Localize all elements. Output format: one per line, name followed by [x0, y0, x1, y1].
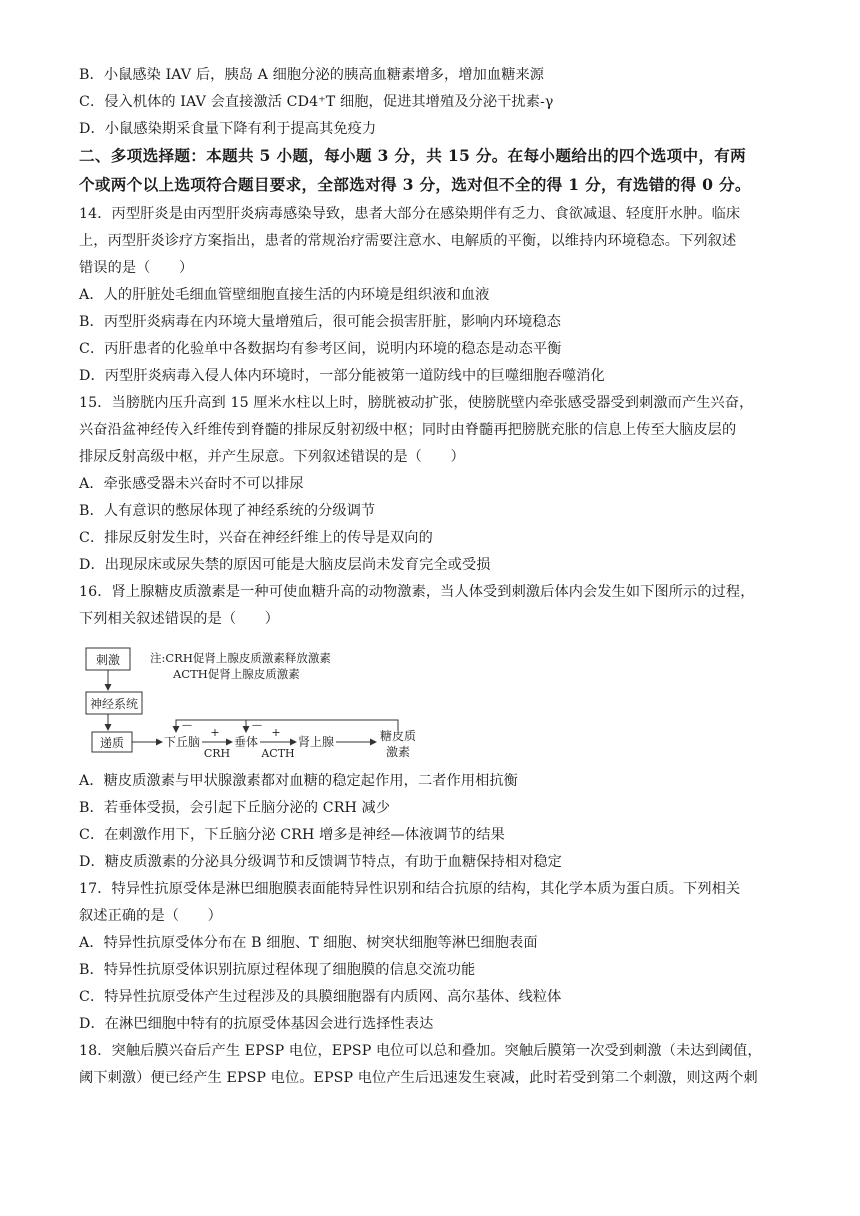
- q16-option-b: B．若垂体受损，会引起下丘脑分泌的 CRH 减少: [79, 800, 391, 816]
- q17-stem-line2: 叙述正确的是（ ）: [79, 908, 222, 924]
- q14-option-c: C．丙肝患者的化验单中各数据均有参考区间，说明内环境的稳态是动态平衡: [79, 341, 562, 357]
- acth-label: ACTH: [261, 747, 295, 760]
- cortisol-label-line2: 激素: [386, 745, 411, 759]
- q15-option-b: B．人有意识的憋尿体现了神经系统的分级调节: [79, 503, 376, 519]
- q16-stem-line2: 下列相关叙述错误的是（ ）: [79, 611, 280, 627]
- q14-stem-line2: 上，丙型肝炎诊疗方案指出，患者的常规治疗需要注意水、电解质的平衡，以维持内环境稳态。下列叙述: [79, 233, 737, 249]
- q14-stem-line1: 14．丙型肝炎是由丙型肝炎病毒感染导致，患者大部分在感染期伴有乏力、食欲减退、轻度肝水肿。临床: [79, 206, 741, 222]
- hormone-regulation-diagram: [84, 646, 424, 760]
- plus-sign-acth: +: [271, 726, 281, 739]
- q17-option-d: D．在淋巴细胞中特有的抗原受体基因会进行选择性表达: [79, 1016, 434, 1032]
- section2-heading-line1: 二、多项选择题：本题共 5 小题，每小题 3 分，共 15 分。在每小题给出的四个选项中，有两: [79, 146, 747, 165]
- transmitter-label: 递质: [99, 736, 125, 750]
- diagram-note-line2: ACTH促肾上腺皮质激素: [173, 667, 300, 681]
- q15-stem-line3: 排尿反射高级中枢，并产生尿意。下列叙述错误的是（ ）: [79, 449, 465, 465]
- adrenal-label: 肾上腺: [298, 735, 335, 749]
- q13-option-d: D．小鼠感染期采食量下降有利于提高其免疫力: [79, 121, 377, 137]
- q17-option-b: B．特异性抗原受体识别抗原过程体现了细胞膜的信息交流功能: [79, 962, 476, 978]
- nervous-system-label: 神经系统: [89, 697, 139, 711]
- q18-stem-line1: 18．突触后膜兴奋后产生 EPSP 电位，EPSP 电位可以总和叠加。突触后膜第一次受到刺激（未达到阈值，: [79, 1043, 762, 1059]
- q13-option-b: B．小鼠感染 IAV 后，胰岛 A 细胞分泌的胰高血糖素增多，增加血糖来源: [79, 67, 545, 83]
- diagram-note-line1: 注:CRH促肾上腺皮质激素释放激素: [150, 651, 331, 665]
- q17-option-a: A．特异性抗原受体分布在 B 细胞、T 细胞、树突状细胞等淋巴细胞表面: [79, 935, 538, 951]
- minus-sign-hypothalamus: —: [182, 720, 192, 731]
- q15-option-d: D．出现尿床或尿失禁的原因可能是大脑皮层尚未发育完全或受损: [79, 557, 491, 573]
- q17-stem-line1: 17．特异性抗原受体是淋巴细胞膜表面能特异性识别和结合抗原的结构，其化学本质为蛋白质。下列相关: [79, 881, 741, 897]
- q16-option-c: C．在刺激作用下，下丘脑分泌 CRH 增多是神经—体液调节的结果: [79, 827, 505, 843]
- q18-stem-line2: 阈下刺激）便已经产生 EPSP 电位。EPSP 电位产生后迅速发生衰减，此时若受到第二个刺激，则这两个刺: [79, 1070, 758, 1086]
- q15-stem-line2: 兴奋沿盆神经传入纤维传到脊髓的排尿反射初级中枢；同时由脊髓再把膀胱充胀的信息上传至大脑皮层的: [79, 422, 737, 438]
- stimulus-label: 刺激: [95, 653, 121, 667]
- q15-option-a: A．牵张感受器未兴奋时不可以排尿: [79, 476, 304, 492]
- q13-option-c: C．侵入机体的 IAV 会直接激活 CD4⁺T 细胞，促进其增殖及分泌干扰素-γ: [79, 94, 554, 110]
- q14-option-a: A．人的肝脏处毛细血管壁细胞直接生活的内环境是组织液和血液: [79, 287, 490, 303]
- q15-option-c: C．排尿反射发生时，兴奋在神经纤维上的传导是双向的: [79, 530, 433, 546]
- q16-option-d: D．糖皮质激素的分泌具分级调节和反馈调节特点，有助于血糖保持相对稳定: [79, 854, 562, 870]
- q14-stem-line3: 错误的是（ ）: [79, 260, 194, 276]
- pituitary-label: 垂体: [234, 735, 259, 749]
- plus-sign-crh: +: [210, 726, 220, 739]
- q17-option-c: C．特异性抗原受体产生过程涉及的具膜细胞器有内质网、高尔基体、线粒体: [79, 989, 562, 1005]
- cortisol-label-line1: 糖皮质: [380, 729, 417, 743]
- minus-sign-pituitary: —: [252, 720, 262, 731]
- section2-heading-line2: 个或两个以上选项符合题目要求，全部选对得 3 分，选对但不全的得 1 分，有选错的得 0 分。: [79, 175, 751, 194]
- hypothalamus-label: 下丘脑: [164, 735, 201, 749]
- crh-label: CRH: [203, 747, 231, 760]
- q16-option-a: A．糖皮质激素与甲状腺激素都对血糖的稳定起作用，二者作用相抗衡: [79, 773, 518, 789]
- q14-option-d: D．丙型肝炎病毒入侵人体内环境时，一部分能被第一道防线中的巨噬细胞吞噬消化: [79, 368, 605, 384]
- q15-stem-line1: 15．当膀胱内压升高到 15 厘米水柱以上时，膀胱被动扩张，使膀胱壁内牵张感受器受到刺激而产生兴奋，: [79, 395, 754, 411]
- q14-option-b: B．丙型肝炎病毒在内环境大量增殖后，很可能会损害肝脏，影响内环境稳态: [79, 314, 562, 330]
- feedback-to-hypothalamus: [176, 720, 398, 732]
- q16-stem-line1: 16．肾上腺糖皮质激素是一种可使血糖升高的动物激素，当人体受到刺激后体内会发生如下图所示的过程，: [79, 584, 755, 600]
